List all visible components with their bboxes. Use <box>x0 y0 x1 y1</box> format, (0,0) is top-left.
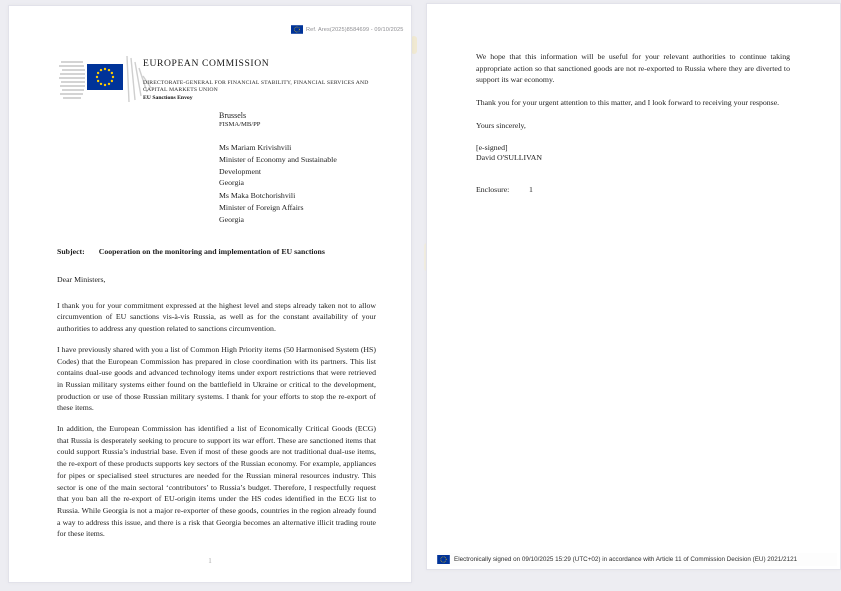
unit-name: EU Sanctions Envoy <box>143 95 193 101</box>
recipient-country: Georgia <box>219 214 244 224</box>
signature-block <box>476 143 790 164</box>
enclosure-value: 1 <box>529 184 533 194</box>
ref-ares-text: Ref. Ares(2025)8584699 - 09/10/2025 <box>306 26 404 33</box>
paragraph-5: Thank you for your urgent attention to this matter, and I look forward to receiving your response. <box>476 98 780 108</box>
eu-flag-icon <box>291 25 303 34</box>
recipient-name: Ms Mariam Krivishvili <box>219 143 292 152</box>
recipient-title: Minister of Economy and Sustainable <box>219 154 337 164</box>
letter-page-2 <box>426 3 841 570</box>
recipient-title-cont: Development <box>219 166 262 176</box>
institution-name: EUROPEAN COMMISSION <box>143 58 270 69</box>
letter-page-1 <box>8 5 412 583</box>
subject-label: Subject: <box>57 247 85 256</box>
letter-body-page-2 <box>476 51 790 195</box>
esignature-footer <box>437 553 837 566</box>
eu-flag-icon <box>437 555 450 564</box>
closing: Yours sincerely, <box>476 120 526 130</box>
paragraph-4: We hope that this information will be useful for your relevant authorities to continue taking appropriate action so that sanctioned goods are not re-exported to Russia where they are diverted to support its war economy. <box>476 52 790 85</box>
enclosure-label: Enclosure: <box>476 184 510 194</box>
enclosure-line <box>476 184 790 196</box>
subject-text: Cooperation on the monitoring and implementation of EU sanctions <box>98 247 325 256</box>
paragraph-3: In addition, the European Commission has identified a list of Economically Critical Goods (ECG) that Russia is desperately seeking to procure to support its war effort. These are sanctioned items that could support Russia’s industrial base. Even if most of these goods are not traditional dual-use items, the re-export of these products supports key sectors of the Russian economy. For example, appliances for pipes or specialised steel structures are needed for the Russian mineral resources industry. This sector is one of the main sectoral ‘contributors’ to Russia’s budget. Therefore, I respectfully request that you ban all the re-export of EU-origin items under the HS codes identified in the ECG list to Russia. While Georgia is not a major re-exporter of these goods, countries in the region already found a way to address this issue, and there is a risk that Georgia becomes an alternative illicit trading route for these items. <box>57 424 376 539</box>
letter-body-page-1 <box>57 274 376 549</box>
paragraph-2: I have previously shared with you a list of Common High Priority items (50 Harmonised System (HS) Codes) that the European Commission has prepared in close coordination with its partners. This list contains dual-use goods and advanced technology items under export restrictions that were retrieved in Russian military systems either found on the battlefield in Ukraine or critical to the development, production or use of those Russian military systems. I thank for your efforts to stop the re-export of these items. <box>57 344 376 413</box>
place-block <box>219 111 260 128</box>
registration-reference <box>291 25 403 34</box>
recipient-name: Ms Maka Botchorishvili <box>219 191 296 200</box>
european-commission-logo <box>57 52 153 110</box>
esignature-text: Electronically signed on 09/10/2025 15:29 (UTC+02) in accordance with Article 11 of Commission Decision (EU) 2021/2121 <box>454 556 798 563</box>
salutation: Dear Ministers, <box>57 275 106 284</box>
directorate-general: DIRECTORATE-GENERAL FOR FINANCIAL STABILITY, FINANCIAL SERVICES AND CAPITAL MARKETS UNION <box>143 80 369 93</box>
page-number: 1 <box>208 557 212 565</box>
internal-code: FISMA/MB/PP <box>219 121 261 128</box>
recipient-block-2 <box>219 190 304 225</box>
subject-line <box>57 247 387 256</box>
signatory-name: David O'SULLIVAN <box>476 153 543 163</box>
letterhead <box>143 58 401 101</box>
place-city: Brussels <box>219 111 247 120</box>
paragraph-1: I thank you for your commitment expressed at the highest level and steps already taken not to allow circumvention of EU sanctions vis-à-vis Russia, as well as for the constant availability of your authorities to address any question related to sanctions circumvention. <box>57 300 376 334</box>
recipient-block-1 <box>219 142 337 189</box>
recipient-title: Minister of Foreign Affairs <box>219 202 304 212</box>
recipient-country: Georgia <box>219 178 244 188</box>
esigned-tag: [e-signed] <box>476 142 508 152</box>
